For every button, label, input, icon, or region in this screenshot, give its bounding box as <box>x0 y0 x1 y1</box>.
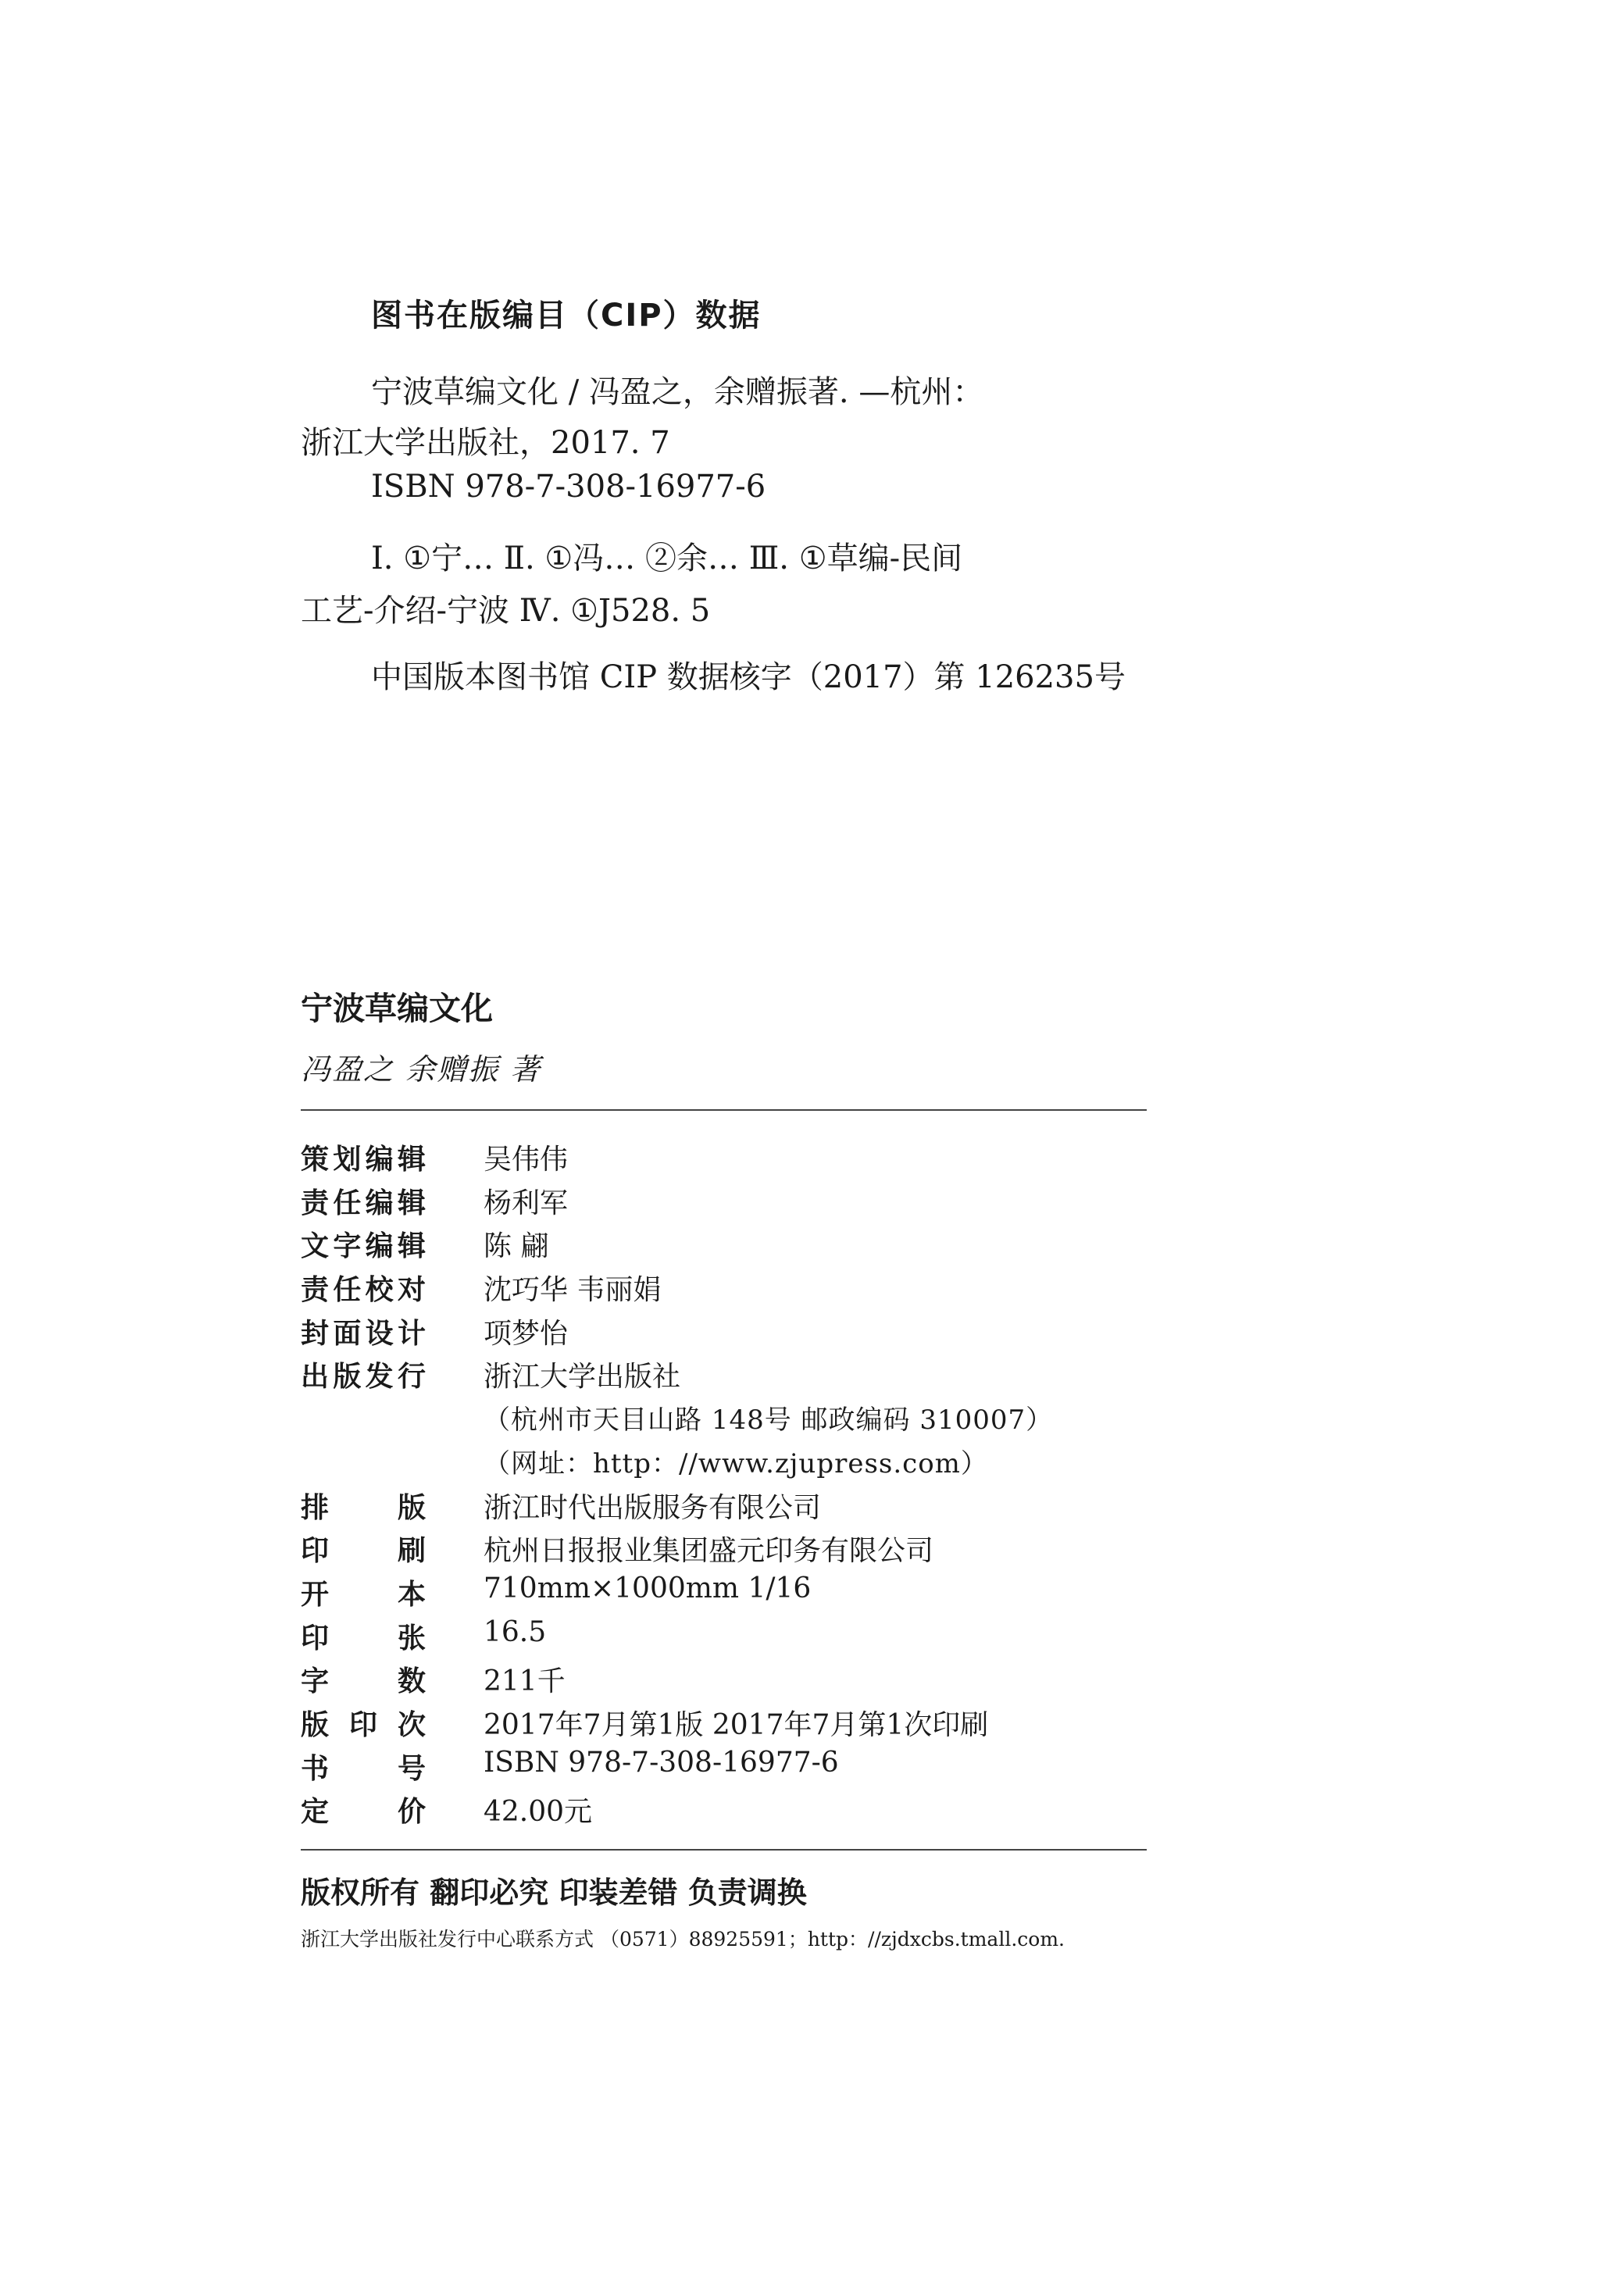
credit-value: 项梦怡 <box>484 1317 569 1350</box>
credit-value: 2017年7月第1版 2017年7月第1次印刷 <box>484 1708 989 1741</box>
credit-label: 出 版 发 行 <box>301 1361 426 1394</box>
credit-value: 杨利军 <box>484 1187 569 1219</box>
cip-line-5: 工艺-介绍-宁波 Ⅳ. ①J528. 5 <box>301 593 711 629</box>
credit-value: ISBN 978-7-308-16977-6 <box>484 1746 839 1779</box>
cip-line-3: ISBN 978-7-308-16977-6 <box>371 469 766 505</box>
credit-value: 浙江时代出版服务有限公司 <box>484 1491 822 1524</box>
cip-line-2: 浙江大学出版社，2017. 7 <box>301 425 670 461</box>
cip-line-1: 宁波草编文化 / 冯盈之，余赠振著. —杭州： <box>371 374 984 410</box>
credit-label: 定 价 <box>301 1796 426 1829</box>
credit-label: 排 版 <box>301 1491 426 1524</box>
copyright-notice: 版权所有 翻印必究 印装差错 负责调换 <box>301 1876 807 1910</box>
credit-value: 吴伟伟 <box>484 1144 569 1176</box>
credit-label: 印 刷 <box>301 1535 426 1568</box>
credit-value: 211千 <box>484 1665 566 1698</box>
credit-value: 陈 翩 <box>484 1230 549 1263</box>
publisher-contact: 浙江大学出版社发行中心联系方式 （0571）88925591；http：//zjdxcbs.tmall.com. <box>301 1928 1065 1951</box>
credit-label: 字 数 <box>301 1665 426 1698</box>
credit-label: 文 字 编 辑 <box>301 1230 426 1263</box>
credit-label: 印 张 <box>301 1622 426 1654</box>
credit-value: 16.5 <box>484 1615 547 1648</box>
credit-value: 710mm×1000mm 1/16 <box>484 1572 812 1604</box>
divider-bottom <box>301 1849 1147 1851</box>
credit-label: 责 任 校 对 <box>301 1274 426 1307</box>
credit-value: 沈巧华 韦丽娟 <box>484 1274 662 1307</box>
divider-top <box>301 1109 1147 1111</box>
book-title: 宁波草编文化 <box>301 990 493 1027</box>
credit-label: 责 任 编 辑 <box>301 1187 426 1219</box>
credit-label: 策 划 编 辑 <box>301 1144 426 1176</box>
credit-value: 杭州日报报业集团盛元印务有限公司 <box>484 1535 934 1568</box>
cip-line-4: Ⅰ. ①宁… Ⅱ. ①冯… ②余… Ⅲ. ①草编-民间 <box>371 541 963 576</box>
credit-value: 42.00元 <box>484 1796 593 1829</box>
cip-heading: 图书在版编目（CIP）数据 <box>371 298 762 334</box>
book-authors: 冯盈之 余赠振 著 <box>301 1052 542 1087</box>
credit-value: （网址：http：//www.zjupress.com） <box>484 1447 988 1479</box>
cip-line-6: 中国版本图书馆 CIP 数据核字（2017）第 126235号 <box>371 659 1126 695</box>
credit-label: 版 印 次 <box>301 1708 426 1741</box>
credit-label: 书 号 <box>301 1752 426 1785</box>
credit-value: （杭州市天目山路 148号 邮政编码 310007） <box>484 1404 1054 1437</box>
credit-label: 开 本 <box>301 1578 426 1611</box>
credit-label: 封 面 设 计 <box>301 1317 426 1350</box>
credit-value: 浙江大学出版社 <box>484 1361 681 1394</box>
